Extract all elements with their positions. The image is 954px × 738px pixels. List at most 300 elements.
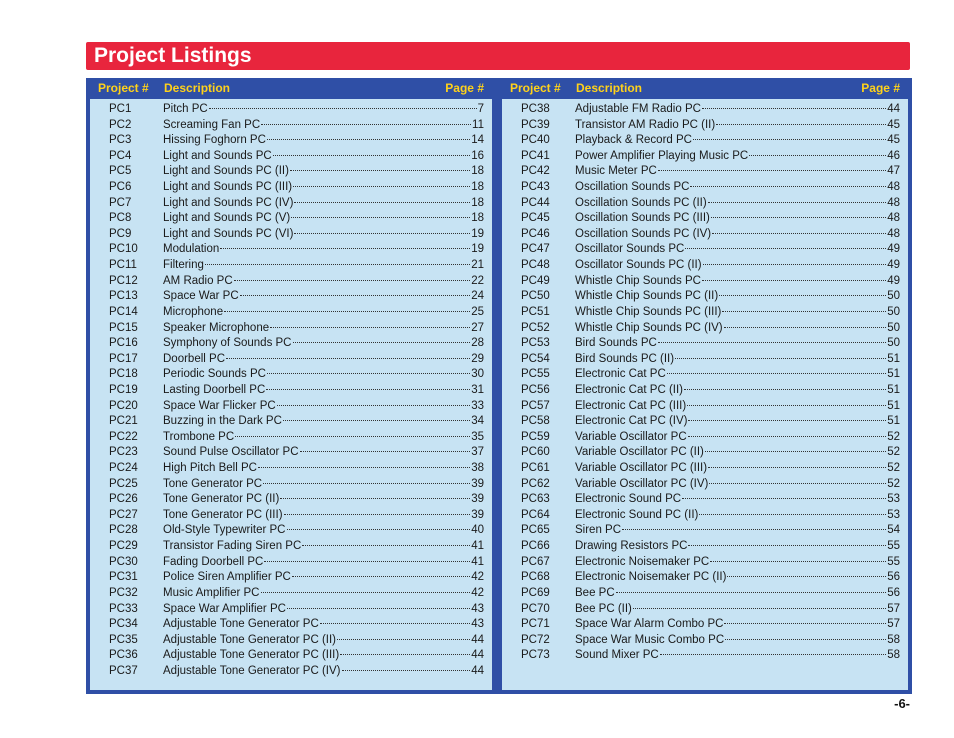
page-reference: 30 (471, 368, 484, 381)
entry-line (163, 274, 484, 290)
dot-leader (234, 280, 471, 281)
dot-leader (688, 436, 887, 437)
project-number: PC9 (109, 227, 132, 240)
entry-line (575, 586, 900, 602)
entry-line (575, 258, 900, 274)
entry-line (575, 555, 900, 571)
project-number: PC67 (521, 555, 550, 568)
table-row (90, 570, 492, 586)
dot-leader (749, 155, 886, 156)
table-row (90, 133, 492, 149)
project-number: PC51 (521, 305, 550, 318)
table-row (502, 274, 908, 290)
project-description: Transistor AM Radio PC (II) (575, 118, 716, 131)
dot-leader (712, 233, 886, 234)
header-project: Project # (98, 81, 149, 95)
project-description: Doorbell PC (163, 352, 225, 365)
page-reference: 40 (471, 524, 484, 537)
table-row (90, 633, 492, 649)
table-row (90, 196, 492, 212)
entry-line (163, 539, 484, 555)
entry-line (163, 523, 484, 539)
entry-line (575, 430, 900, 446)
dot-leader (270, 327, 470, 328)
dot-leader (633, 608, 886, 609)
table-row (90, 414, 492, 430)
entry-line (163, 180, 484, 196)
project-number: PC27 (109, 508, 138, 521)
project-number: PC7 (109, 196, 132, 209)
dot-leader (287, 529, 471, 530)
table-row (502, 211, 908, 227)
project-description: Modulation (163, 243, 220, 256)
entry-line (163, 445, 484, 461)
dot-leader (267, 139, 470, 140)
page-reference: 28 (471, 337, 484, 350)
dot-leader (711, 217, 886, 218)
project-number: PC47 (521, 243, 550, 256)
page-reference: 50 (887, 305, 900, 318)
dot-leader (616, 592, 887, 593)
table-row (90, 305, 492, 321)
entry-line (163, 133, 484, 149)
table-row (502, 477, 908, 493)
dot-leader (722, 311, 886, 312)
project-description: Electronic Noisemaker PC (575, 555, 710, 568)
dot-leader (724, 623, 886, 624)
header-description: Description (576, 81, 643, 95)
project-description: Light and Sounds PC (163, 149, 272, 162)
dot-leader (658, 170, 886, 171)
project-number: PC29 (109, 540, 138, 553)
page-reference: 58 (887, 649, 900, 662)
dot-leader (716, 124, 886, 125)
entry-line (575, 399, 900, 415)
page-reference: 18 (471, 181, 484, 194)
table-row (502, 289, 908, 305)
project-number: PC15 (109, 321, 138, 334)
entry-line (163, 102, 484, 118)
page-reference: 51 (887, 383, 900, 396)
project-description: Space War PC (163, 290, 239, 303)
table-row (90, 602, 492, 618)
table-row (90, 242, 492, 258)
page-reference: 48 (887, 212, 900, 225)
dot-leader (709, 483, 886, 484)
project-number: PC71 (521, 618, 550, 631)
entry-line (163, 258, 484, 274)
page-reference: 51 (887, 368, 900, 381)
project-number: PC16 (109, 337, 138, 350)
project-number: PC41 (521, 149, 550, 162)
project-number: PC60 (521, 446, 550, 459)
table-row (502, 539, 908, 555)
entry-line (575, 305, 900, 321)
table-row (90, 555, 492, 571)
dot-leader (703, 264, 887, 265)
table-row (90, 430, 492, 446)
project-number: PC34 (109, 618, 138, 631)
project-number: PC39 (521, 118, 550, 131)
entry-line (575, 508, 900, 524)
page-reference: 50 (887, 290, 900, 303)
table-row (502, 305, 908, 321)
entry-line (575, 367, 900, 383)
project-description: Old-Style Typewriter PC (163, 524, 286, 537)
entry-line (163, 336, 484, 352)
project-number: PC4 (109, 149, 132, 162)
project-description: Oscillator Sounds PC (II) (575, 259, 702, 272)
entry-line (163, 648, 484, 664)
page-reference: 24 (471, 290, 484, 303)
entry-line (575, 196, 900, 212)
dot-leader (280, 498, 470, 499)
project-description: Electronic Cat PC (IV) (575, 415, 688, 428)
project-number: PC69 (521, 586, 550, 599)
table-row (90, 274, 492, 290)
project-description: Bee PC (II) (575, 602, 632, 615)
table-row (90, 461, 492, 477)
project-description: Oscillation Sounds PC (575, 181, 690, 194)
dot-leader (660, 654, 886, 655)
page-reference: 54 (887, 524, 900, 537)
page-reference: 52 (887, 430, 900, 443)
page-reference: 34 (471, 415, 484, 428)
dot-leader (261, 592, 471, 593)
page-reference: 18 (471, 196, 484, 209)
entry-line (163, 617, 484, 633)
entry-line (163, 118, 484, 134)
project-description: Light and Sounds PC (III) (163, 181, 293, 194)
dot-leader (690, 186, 886, 187)
page-reference: 56 (887, 586, 900, 599)
project-description: Variable Oscillator PC (II) (575, 446, 704, 459)
project-number: PC40 (521, 134, 550, 147)
table-row (90, 664, 492, 680)
page-number: -6- (894, 696, 910, 711)
entry-line (163, 602, 484, 618)
page-reference: 29 (471, 352, 484, 365)
table-row (502, 336, 908, 352)
table-row (90, 399, 492, 415)
entry-line (163, 664, 484, 680)
project-number: PC8 (109, 212, 132, 225)
table-row (502, 399, 908, 415)
dot-leader (342, 670, 471, 671)
project-description: Power Amplifier Playing Music PC (575, 149, 749, 162)
page-reference: 49 (887, 274, 900, 287)
project-description: Buzzing in the Dark PC (163, 415, 282, 428)
table-row (90, 118, 492, 134)
project-number: PC62 (521, 477, 550, 490)
project-description: Whistle Chip Sounds PC (II) (575, 290, 719, 303)
page-reference: 11 (472, 118, 484, 131)
page-reference: 45 (887, 134, 900, 147)
dot-leader (263, 483, 470, 484)
project-description: Police Siren Amplifier PC (163, 571, 291, 584)
page-reference: 35 (471, 430, 484, 443)
entry-line (575, 133, 900, 149)
table-row (502, 196, 908, 212)
dot-leader (283, 420, 470, 421)
table-row (502, 523, 908, 539)
entry-line (163, 633, 484, 649)
project-number: PC59 (521, 430, 550, 443)
project-number: PC44 (521, 196, 550, 209)
entry-line (163, 352, 484, 368)
table-row (502, 414, 908, 430)
title-banner (86, 42, 910, 70)
entry-line (575, 336, 900, 352)
project-number: PC30 (109, 555, 138, 568)
project-number: PC12 (109, 274, 138, 287)
page-reference: 18 (471, 165, 484, 178)
project-number: PC36 (109, 649, 138, 662)
table-row (502, 258, 908, 274)
dot-leader (293, 186, 470, 187)
dot-leader (719, 295, 886, 296)
entry-line (163, 305, 484, 321)
project-number: PC24 (109, 462, 138, 475)
table-row (90, 149, 492, 165)
project-description: Electronic Cat PC (575, 368, 666, 381)
project-number: PC56 (521, 383, 550, 396)
project-number: PC48 (521, 259, 550, 272)
page-reference: 41 (471, 555, 484, 568)
dot-leader (258, 467, 470, 468)
project-number: PC19 (109, 383, 138, 396)
project-number: PC21 (109, 415, 138, 428)
page-reference: 49 (887, 243, 900, 256)
project-number: PC26 (109, 493, 138, 506)
project-description: Music Meter PC (575, 165, 657, 178)
entry-line (163, 570, 484, 586)
table-row (502, 633, 908, 649)
table-row (90, 227, 492, 243)
listing-table (86, 78, 912, 694)
page-reference: 39 (471, 508, 484, 521)
dot-leader (277, 405, 471, 406)
project-description: Variable Oscillator PC (575, 430, 687, 443)
page-reference: 45 (887, 118, 900, 131)
table-row (90, 508, 492, 524)
entry-line (163, 586, 484, 602)
project-description: Oscillation Sounds PC (II) (575, 196, 707, 209)
project-number: PC20 (109, 399, 138, 412)
project-number: PC3 (109, 134, 132, 147)
dot-leader (266, 389, 470, 390)
page-reference: 42 (471, 571, 484, 584)
page-reference: 38 (471, 462, 484, 475)
dot-leader (273, 155, 471, 156)
project-number: PC65 (521, 524, 550, 537)
dot-leader (687, 405, 886, 406)
project-description: Tone Generator PC (II) (163, 493, 280, 506)
entry-line (163, 149, 484, 165)
project-description: Adjustable Tone Generator PC (163, 618, 319, 631)
project-description: Sound Pulse Oscillator PC (163, 446, 299, 459)
entry-line (575, 164, 900, 180)
page-reference: 56 (887, 571, 900, 584)
project-description: Drawing Resistors PC (575, 540, 688, 553)
table-row (502, 445, 908, 461)
right-column-body (502, 99, 908, 690)
entry-line (575, 523, 900, 539)
project-number: PC58 (521, 415, 550, 428)
page-reference: 39 (471, 477, 484, 490)
project-description: Variable Oscillator PC (IV) (575, 477, 709, 490)
dot-leader (725, 639, 886, 640)
entry-line (575, 633, 900, 649)
table-row (502, 118, 908, 134)
entry-line (575, 118, 900, 134)
entry-line (163, 555, 484, 571)
project-number: PC52 (521, 321, 550, 334)
page-reference: 57 (887, 618, 900, 631)
dot-leader (267, 373, 470, 374)
entry-line (575, 414, 900, 430)
project-description: Whistle Chip Sounds PC (IV) (575, 321, 723, 334)
project-description: Filtering (163, 259, 204, 272)
page-reference: 53 (887, 493, 900, 506)
table-row (90, 648, 492, 664)
dot-leader (684, 389, 886, 390)
entry-line (163, 196, 484, 212)
project-number: PC1 (109, 103, 132, 115)
project-description: Light and Sounds PC (VI) (163, 227, 294, 240)
table-row (90, 617, 492, 633)
header-description: Description (164, 81, 231, 95)
table-row (502, 461, 908, 477)
project-description: Hissing Foghorn PC (163, 134, 266, 147)
project-description: Space War Alarm Combo PC (575, 618, 724, 631)
project-number: PC11 (109, 259, 137, 272)
table-row (90, 321, 492, 337)
project-description: Space War Music Combo PC (575, 633, 725, 646)
project-description: Variable Oscillator PC (III) (575, 462, 708, 475)
page-reference: 44 (471, 649, 484, 662)
page-reference: 51 (887, 415, 900, 428)
table-row (90, 336, 492, 352)
project-number: PC46 (521, 227, 550, 240)
page-reference: 50 (887, 337, 900, 350)
page-reference: 46 (887, 149, 900, 162)
dot-leader (287, 608, 470, 609)
entry-line (575, 211, 900, 227)
table-row (502, 508, 908, 524)
left-column-header (86, 78, 496, 98)
page-reference: 44 (471, 664, 484, 677)
project-number: PC64 (521, 508, 550, 521)
project-description: Trombone PC (163, 430, 235, 443)
dot-leader (702, 280, 886, 281)
table-row (90, 383, 492, 399)
right-column (498, 78, 912, 694)
page-reference: 48 (887, 181, 900, 194)
table-row (502, 617, 908, 633)
dot-leader (693, 139, 886, 140)
page-reference: 49 (887, 259, 900, 272)
project-description: Bee PC (575, 586, 615, 599)
entry-line (575, 445, 900, 461)
page-reference: 39 (471, 493, 484, 506)
page-reference: 57 (887, 602, 900, 615)
dot-leader (667, 373, 886, 374)
project-description: Speaker Microphone (163, 321, 270, 334)
dot-leader (205, 264, 470, 265)
project-description: Siren PC (575, 524, 622, 537)
entry-line (575, 321, 900, 337)
page-reference: 21 (471, 259, 484, 272)
entry-line (575, 274, 900, 290)
page-reference: 47 (887, 165, 900, 178)
project-number: PC13 (109, 290, 138, 303)
page-reference: 42 (471, 586, 484, 599)
project-description: Lasting Doorbell PC (163, 383, 266, 396)
project-number: PC49 (521, 274, 550, 287)
project-description: Adjustable Tone Generator PC (IV) (163, 664, 341, 677)
project-number: PC28 (109, 524, 138, 537)
table-row (502, 227, 908, 243)
table-row (90, 352, 492, 368)
dot-leader (302, 545, 470, 546)
page-reference: 44 (887, 103, 900, 115)
table-row (502, 367, 908, 383)
dot-leader (702, 108, 886, 109)
page-reference: 7 (477, 103, 484, 115)
table-row (90, 445, 492, 461)
table-row (502, 164, 908, 180)
page-reference: 22 (471, 274, 484, 287)
dot-leader (320, 623, 470, 624)
table-row (502, 242, 908, 258)
table-row (90, 492, 492, 508)
left-column (86, 78, 496, 694)
project-number: PC55 (521, 368, 550, 381)
project-description: Screaming Fan PC (163, 118, 261, 131)
page-reference: 51 (887, 352, 900, 365)
page-reference: 48 (887, 227, 900, 240)
project-number: PC50 (521, 290, 550, 303)
project-number: PC45 (521, 212, 550, 225)
project-description: Adjustable Tone Generator PC (III) (163, 649, 340, 662)
table-row (502, 102, 908, 118)
page-reference: 58 (887, 633, 900, 646)
project-description: High Pitch Bell PC (163, 462, 257, 475)
project-description: Bird Sounds PC (575, 337, 657, 350)
table-row (502, 321, 908, 337)
project-description: Microphone (163, 305, 224, 318)
left-column-body (90, 99, 492, 690)
page-reference: 18 (471, 212, 484, 225)
dot-leader (710, 561, 886, 562)
project-number: PC37 (109, 664, 138, 677)
page-reference: 44 (471, 633, 484, 646)
page-reference: 33 (471, 399, 484, 412)
project-description: Electronic Sound PC (575, 493, 682, 506)
page-reference: 48 (887, 196, 900, 209)
page-reference: 43 (471, 618, 484, 631)
entry-line (575, 477, 900, 493)
table-row (502, 133, 908, 149)
project-description: Pitch PC (163, 103, 208, 115)
table-row (502, 383, 908, 399)
entry-line (163, 461, 484, 477)
dot-leader (699, 514, 886, 515)
dot-leader (688, 545, 886, 546)
project-description: Adjustable Tone Generator PC (II) (163, 633, 337, 646)
project-number: PC38 (521, 103, 550, 115)
